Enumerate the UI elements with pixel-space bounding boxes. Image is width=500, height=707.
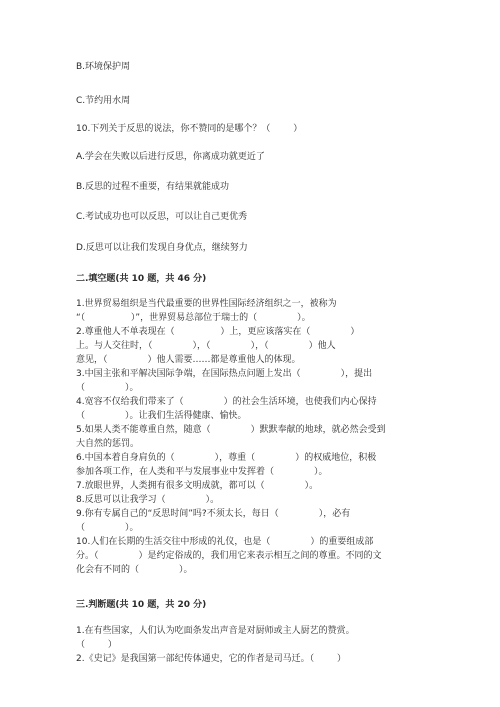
section-2-heading: 二.填空题(共 10 题，共 46 分): [76, 274, 207, 284]
section-3-heading: 三.判断题(共 10 题，共 20 分): [76, 600, 207, 610]
question-10-option-b: B.反思的过程不重要，有结果就能成功: [76, 182, 230, 192]
fill-line: （ ）。: [76, 383, 139, 393]
fill-line: “（ ）”，世界贸易总部位于瑞士的（ ）。: [76, 313, 311, 323]
question-10-option-a: A.学会在失败以后进行反思，你离成功就更近了: [76, 152, 265, 162]
fill-line: 2.尊重他人不单表现在（ ）上，更应该落实在（ ）: [76, 327, 360, 337]
fill-line: 5.如果人类不能尊重自然，随意（ ）默默奉献的地球，就必然会受到: [76, 425, 386, 435]
judge-line: （ ）: [76, 640, 117, 650]
previous-option-c: C.节约用水周: [76, 96, 131, 106]
fill-line: 意见，（ ）他人需要……都是尊重他人的体现。: [76, 355, 301, 365]
judge-line: 2.《史记》是我国第一部纪传体通史，它的作者是司马迁。（ ）: [76, 654, 346, 664]
question-10-option-c: C.考试成功也可以反思，可以让自己更优秀: [76, 212, 248, 222]
fill-line: 化会有不同的（ ）。: [76, 565, 193, 575]
fill-line: 6.中国本着自身肩负的（ ），尊重（ ）的权威地位，积极: [76, 453, 377, 463]
fill-line: （ ）。让我们生活得健康、愉快。: [76, 411, 247, 421]
fill-line: （ ）。: [76, 523, 139, 533]
fill-line: 8.反思可以让我学习（ ）。: [76, 495, 220, 505]
previous-option-b: B.环境保护周: [76, 62, 131, 72]
fill-line: 9.你有专属自己的“反思时间”吗?不须太长，每日（ ），必有: [76, 509, 351, 519]
fill-line: 7.放眼世界，人类拥有很多文明成就，都可以（ ）。: [76, 481, 319, 491]
fill-line: 4.宽容不仅给我们带来了（ ）的社会生活环境，也使我们内心保持: [76, 397, 377, 407]
question-10-stem: 10.下列关于反思的说法，你不赞同的是哪个？（ ）: [76, 124, 303, 134]
question-10-option-d: D.反思可以让我们发现自身优点，继续努力: [76, 243, 248, 253]
judge-line: 1.在有些国家，人们认为吃面条发出声音是对厨师或主人厨艺的赞赏。: [76, 626, 355, 636]
fill-line: 大自然的惩罚。: [76, 439, 140, 449]
fill-line: 参加各项工作，在人类和平与发展事业中发挥着（ ）。: [76, 467, 328, 477]
fill-line: 1.世界贸易组织是当代最重要的世界性国际经济组织之一，被称为: [76, 299, 337, 309]
fill-line: 10.人们在长期的生活交往中形成的礼仪，也是（ ）的重要组成部: [76, 537, 374, 547]
fill-line: 上。与人交往时，（ ），（ ），（ ）他人: [76, 341, 336, 351]
fill-line: 分。（ ）是约定俗成的，我们用它来表示相互之间的尊重。不同的文: [76, 551, 382, 561]
fill-line: 3.中国主张和平解决国际争端，在国际热点问题上发出（ ），提出: [76, 369, 373, 379]
